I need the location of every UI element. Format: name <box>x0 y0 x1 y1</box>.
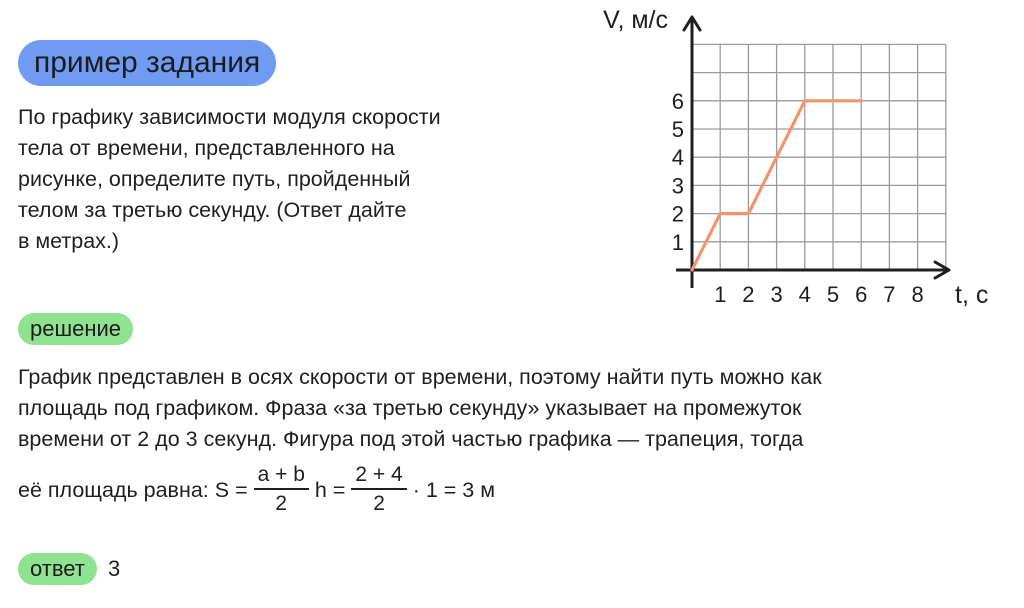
x-tick-label: 8 <box>911 282 924 307</box>
task-line: в метрах.) <box>18 229 120 253</box>
task-line: телом за третью секунду. (Ответ дайте <box>18 198 407 222</box>
y-tick-label: 4 <box>671 145 684 171</box>
task-text <box>18 102 538 257</box>
solution-line: площадь под графиком. Фраза «за третью секунду» указывает на промежуток <box>18 396 802 420</box>
x-tick-label: 4 <box>798 282 811 307</box>
task-line: тела от времени, представленного на <box>18 136 395 160</box>
x-axis-arrow <box>935 262 949 278</box>
chart-series <box>692 101 861 270</box>
solution-line: График представлен в осях скорости от времени, поэтому найти путь можно как <box>18 365 822 389</box>
y-tick-label: 2 <box>671 201 684 227</box>
chart-axes <box>676 17 949 288</box>
area-formula <box>18 462 495 518</box>
y-axis-label: V, м/с <box>603 6 668 34</box>
fraction-numerator: 2 + 4 <box>355 463 403 486</box>
formula-middle: h = <box>314 477 346 502</box>
solution-line: времени от 2 до 3 секунд. Фигура под этой частью графика — трапеция, тогда <box>18 427 804 451</box>
task-line: По графику зависимости модуля скорости <box>18 105 441 129</box>
y-tick-label: 5 <box>671 117 684 142</box>
example-task-badge: пример задания <box>18 40 276 86</box>
fraction-denominator: 2 <box>275 492 288 515</box>
x-tick-label: 3 <box>770 282 783 307</box>
formula-suffix: · 1 = 3 м <box>412 477 496 502</box>
x-tick-label: 7 <box>883 282 896 307</box>
x-tick-label: 6 <box>855 282 868 307</box>
answer-badge: ответ <box>18 553 97 585</box>
x-tick-label: 5 <box>826 282 840 307</box>
x-tick-label: 2 <box>742 282 755 307</box>
y-tick-label: 1 <box>671 229 684 255</box>
chart-grid <box>692 44 946 270</box>
formula-prefix: её площадь равна: S = <box>18 477 248 502</box>
y-tick-label: 3 <box>671 173 684 199</box>
task-line: рисунке, определите путь, пройденный <box>18 167 411 191</box>
fraction-2-plus-4 <box>351 462 406 518</box>
answer-value: 3 <box>108 556 121 581</box>
y-axis-arrow <box>684 17 700 30</box>
fraction-denominator: 2 <box>373 492 385 515</box>
solution-text <box>18 362 958 455</box>
fraction-a-plus-b <box>254 462 309 518</box>
x-tick-label: 1 <box>714 282 727 307</box>
chart-tick-labels <box>672 89 924 307</box>
solution-badge: решение <box>18 313 133 345</box>
y-tick-label: 6 <box>671 88 684 114</box>
x-axis-label: t, c <box>955 281 989 309</box>
fraction-numerator: a + b <box>257 463 305 486</box>
velocity-series-line <box>692 101 861 270</box>
